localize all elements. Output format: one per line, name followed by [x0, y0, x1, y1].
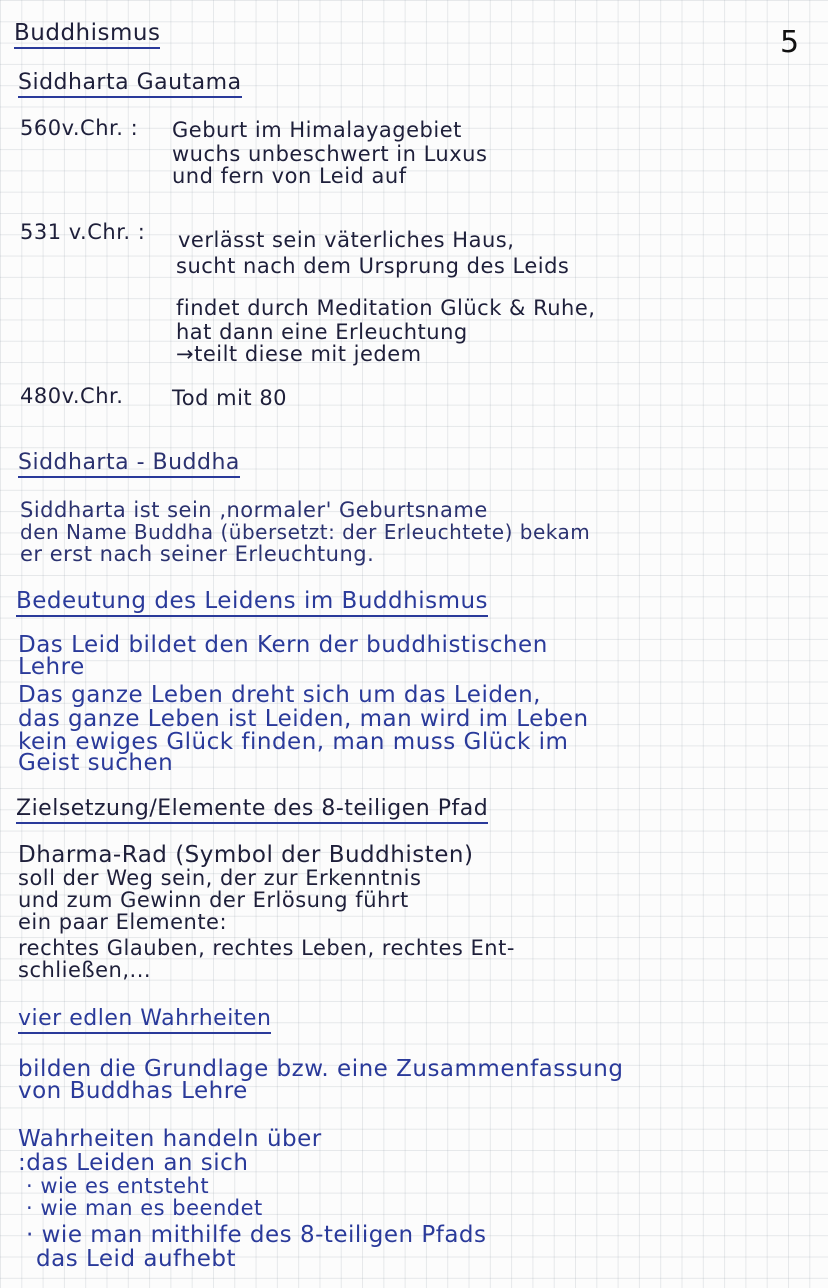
text-line: er erst nach seiner Erleuchtung. [20, 542, 375, 566]
text-line: den Name Buddha (übersetzt: der Erleuchtete) bekam [20, 520, 591, 544]
heading-bedeutung-des-leidens: Bedeutung des Leidens im Buddhismus [16, 590, 488, 617]
text-line: und zum Gewinn der Erlösung führt [18, 888, 409, 912]
text-line: kein ewiges Glück finden, man muss Glück im [18, 729, 569, 755]
text-line: hat dann eine Erleuchtung [176, 320, 468, 344]
text-line: das ganze Leben ist Leiden, man wird im Leben [18, 706, 589, 732]
text-line: rechtes Glauben, rechtes Leben, rechtes Ent- [18, 936, 515, 960]
list-item: · wie man es beendet [26, 1196, 263, 1220]
heading-siddharta-gautama: Siddharta Gautama [18, 72, 242, 98]
text-line: Dharma-Rad (Symbol der Buddhisten) [18, 842, 474, 868]
text-line: schließen,... [18, 958, 152, 982]
text-line: Tod mit 80 [172, 386, 288, 410]
text-line: wuchs unbeschwert in Luxus [172, 142, 488, 166]
heading-siddharta-buddha: Siddharta - Buddha [18, 452, 240, 478]
list-item: :das Leiden an sich [18, 1150, 249, 1176]
text-line: bilden die Grundlage bzw. eine Zusammenfassung [18, 1056, 624, 1082]
text-line: Geburt im Himalayagebiet [172, 118, 462, 142]
list-item: · wie man mithilfe des 8-teiligen Pfads [26, 1222, 487, 1248]
text-line: und fern von Leid auf [172, 164, 407, 188]
text-line: sucht nach dem Ursprung des Leids [176, 254, 570, 278]
text-line: verlässt sein väterliches Haus, [178, 228, 515, 252]
date-560: 560v.Chr. : [20, 116, 139, 140]
text-line: findet durch Meditation Glück & Ruhe, [176, 296, 596, 320]
heading-zielsetzung: Zielsetzung/Elemente des 8-teiligen Pfad [16, 798, 488, 824]
date-531: 531 v.Chr. : [20, 220, 146, 244]
text-line: ein paar Elemente: [18, 910, 228, 934]
text-line: Lehre [18, 654, 85, 680]
text-line: Wahrheiten handeln über [18, 1126, 322, 1152]
text-line: Das Leid bildet den Kern der buddhistischen [18, 632, 548, 658]
text-line: soll der Weg sein, der zur Erkenntnis [18, 866, 422, 890]
text-line: Geist suchen [18, 750, 174, 776]
page-number: 5 [780, 25, 800, 60]
list-item: · wie es entsteht [26, 1174, 210, 1198]
page-title: Buddhismus [14, 22, 160, 49]
text-line: Siddharta ist sein ‚normaler' Geburtsname [20, 498, 488, 522]
list-item: das Leid aufhebt [36, 1246, 236, 1272]
text-line: Das ganze Leben dreht sich um das Leiden, [18, 682, 541, 708]
text-line: von Buddhas Lehre [18, 1078, 248, 1104]
date-480: 480v.Chr. [20, 384, 124, 408]
text-line: →teilt diese mit jedem [176, 342, 422, 366]
heading-vier-edlen-wahrheiten: vier edlen Wahrheiten [18, 1008, 271, 1034]
